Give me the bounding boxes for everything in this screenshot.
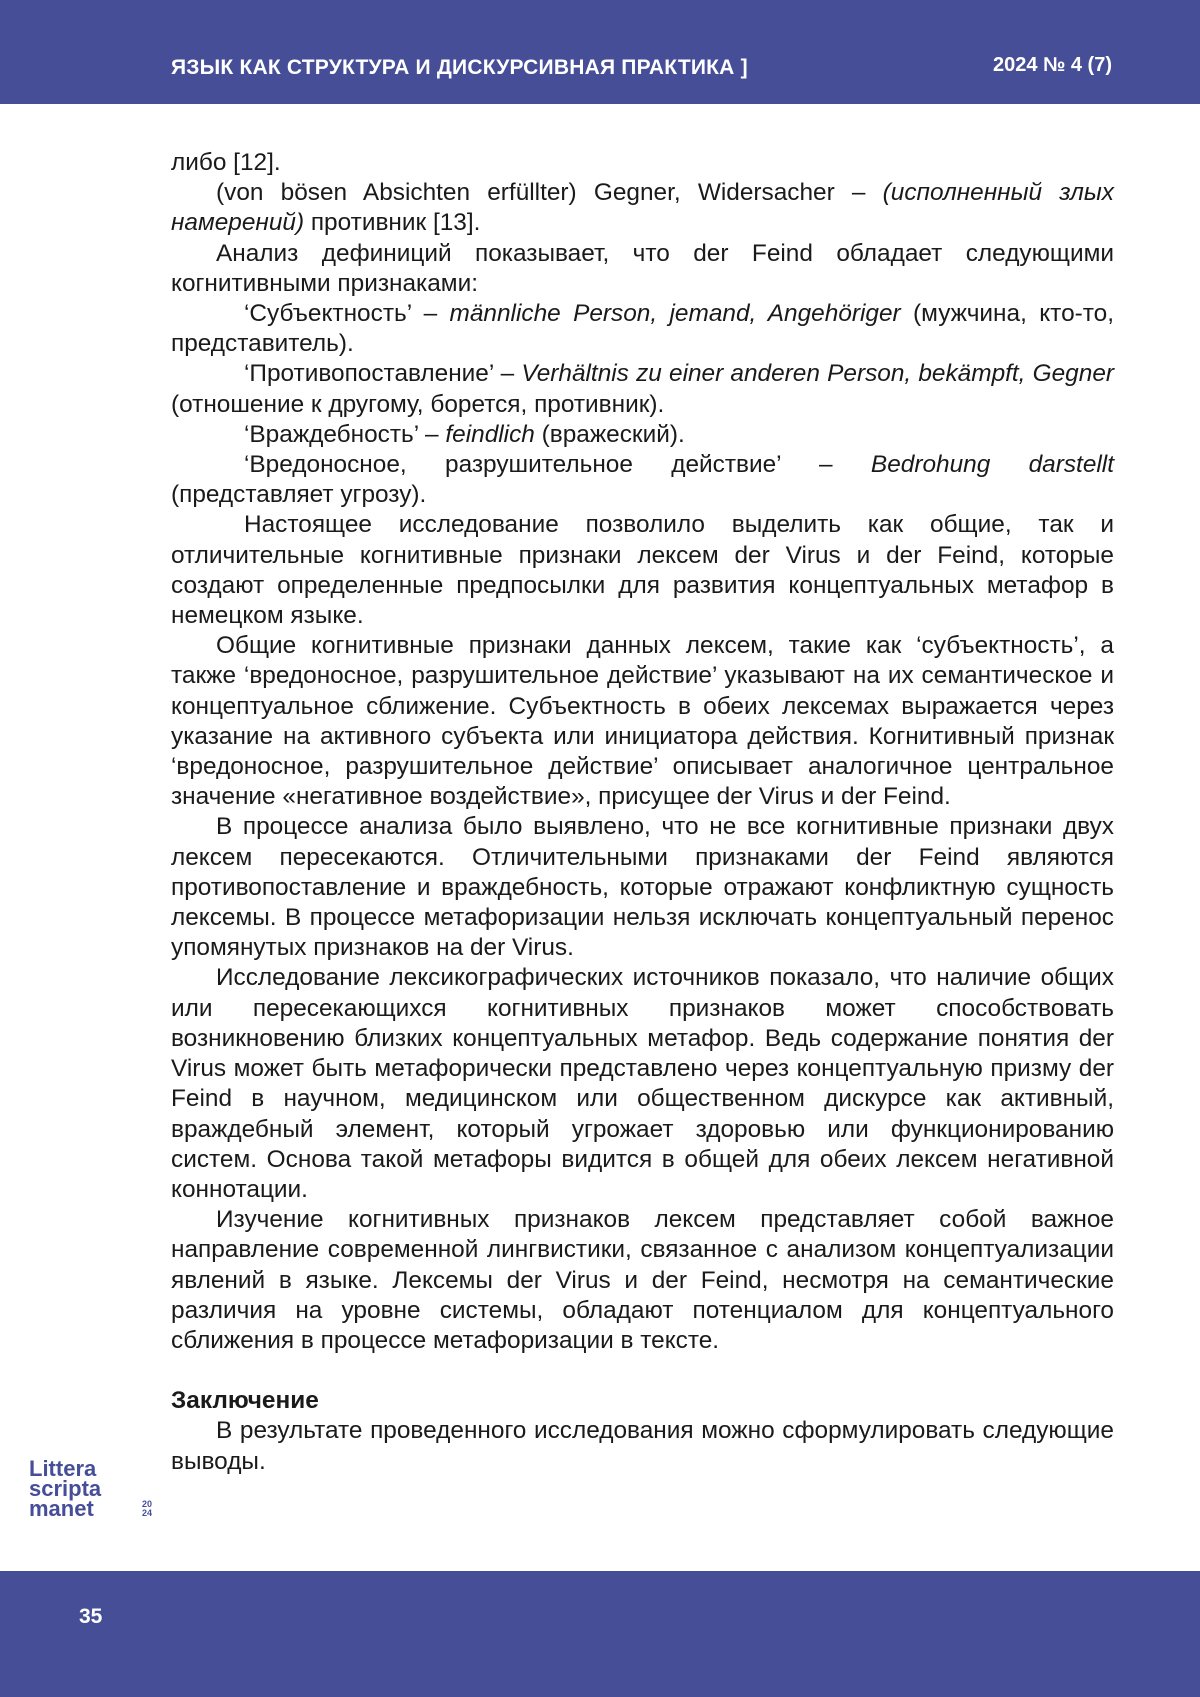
header-band bbox=[0, 0, 1200, 104]
section-heading: Заключение bbox=[171, 1387, 319, 1415]
logo-year-top: 20 bbox=[142, 1499, 153, 1509]
feature-item: ‘Вредоносное, разрушительное действие’ – Bedrohung darstellt (представляет угрозу). bbox=[171, 451, 1114, 509]
paragraph: В процессе анализа было выявлено, что не все когнитивные признаки двух лексем пересекаются. Отличительными признаками der Feind являются противопоставление и враждебность, которые отражают конфликтную сущность лексемы. В процессе метафоризации нельзя исключать концептуальный перенос упомянутых признаков на der Virus. bbox=[171, 813, 1114, 962]
page-number: 35 bbox=[79, 1605, 103, 1628]
paragraph: Настоящее исследование позволило выделить как общие, так и отличительные когнитивные признаки лексем der Virus и der Feind, которые создают определенные предпосылки для развития концептуальных метафор в немецком языке. bbox=[171, 511, 1114, 630]
feature-item: ‘Противопоставление’ – Verhältnis zu einer anderen Person, bekämpft, Gegner (отношение к другому, борется, противник). bbox=[171, 360, 1114, 418]
logo-line1: Littera bbox=[29, 1456, 97, 1481]
paragraph: Анализ дефиниций показывает, что der Feind обладает следующими когнитивными признаками: bbox=[171, 239, 1114, 297]
feature-item: ‘Субъектность’ – männliche Person, jemand, Angehöriger (мужчина, кто-то, представитель). bbox=[171, 300, 1114, 358]
footer-band bbox=[0, 1571, 1200, 1697]
journal-logo bbox=[28, 1456, 158, 1518]
article-body bbox=[171, 148, 1114, 1477]
feature-item: ‘Враждебность’ – feindlich (вражеский). bbox=[244, 420, 685, 448]
logo-year-bottom: 24 bbox=[142, 1508, 153, 1518]
logo-line3: manet bbox=[29, 1496, 94, 1518]
section-title: ЯЗЫК КАК СТРУКТУРА И ДИСКУРСИВНАЯ ПРАКТИКА ] bbox=[171, 56, 748, 79]
issue-number: 2024 № 4 (7) bbox=[992, 54, 1112, 76]
logo-line2: scripta bbox=[29, 1476, 102, 1501]
section-spacer bbox=[171, 1356, 1114, 1386]
paragraph: Общие когнитивные признаки данных лексем, такие как ‘субъектность’, а также ‘вредоносное, разрушительное действие’ указывают на их семантическое и концептуальное сближение. Субъектность в обеих лексемах выражается через указание на активного субъекта или инициатора действия. Когнитивный признак ‘вредоносное, разрушительное действие’ описывает аналогичное центральное значение «негативное воздействие», присущее der Virus и der Feind. bbox=[171, 632, 1114, 811]
paragraph: либо [12]. bbox=[171, 149, 281, 176]
paragraph: В результате проведенного исследования можно сформулировать следующие выводы. bbox=[171, 1417, 1114, 1475]
paragraph: (von bösen Absichten erfüllter) Gegner, Widersacher – (исполненный злых намерений) противник [13]. bbox=[171, 179, 1114, 237]
paragraph: Исследование лексикографических источников показало, что наличие общих или пересекающихся когнитивных признаков может способствовать возникновению близких концептуальных метафор. Ведь содержание понятия der Virus может быть метафорически представлено через концептуальную призму der Feind в научном, медицинском или общественном дискурсе как активный, враждебный элемент, который угрожает здоровью или функционированию систем. Основа такой метафоры видится в общей для обеих лексем негативной коннотации. bbox=[171, 964, 1114, 1203]
paragraph: Изучение когнитивных признаков лексем представляет собой важное направление современной лингвистики, связанное с анализом концептуализации явлений в языке. Лексемы der Virus и der Feind, несмотря на семантические различия на уровне системы, обладают потенциалом для концептуального сближения в процессе метафоризации в тексте. bbox=[171, 1206, 1114, 1354]
